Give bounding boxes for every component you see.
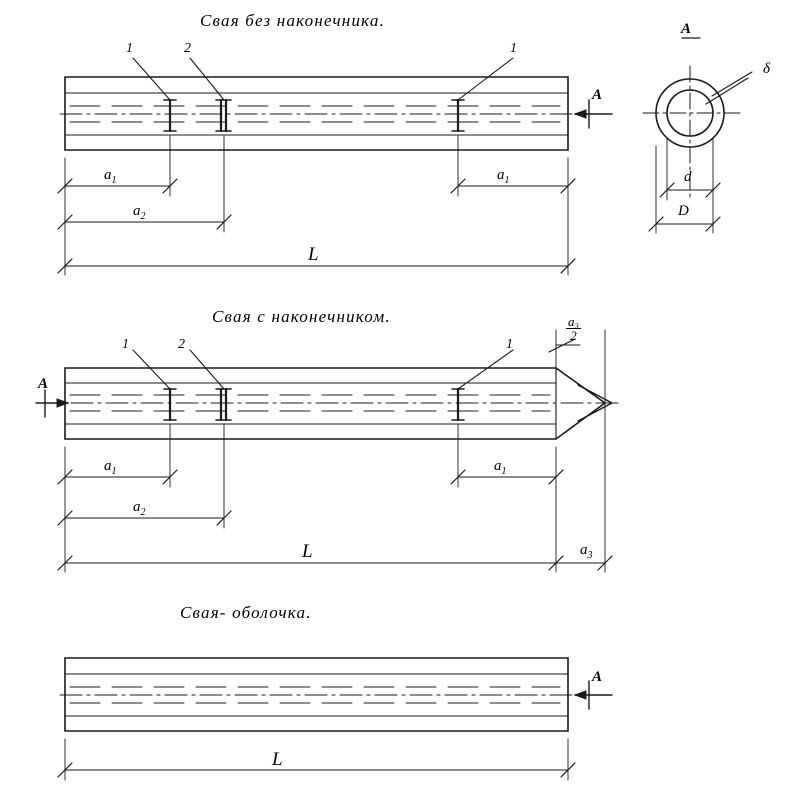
cross-section-title: А <box>681 21 692 37</box>
dim-a1-right-d1-base: a <box>497 167 505 183</box>
pos-label-2a: 2 <box>184 41 191 56</box>
dim-a2-d2-sub: 2 <box>140 507 146 518</box>
dim-a1-left-d2 <box>104 459 117 477</box>
section-mark-a-bottom: А <box>592 669 603 685</box>
dim-a1-left-d2-base: a <box>104 458 112 474</box>
pos-label-2b: 2 <box>178 337 185 352</box>
dim-a2-d2 <box>133 500 146 518</box>
dim-a1-right-d2-sub: 1 <box>501 466 507 477</box>
pos-label-1c: 1 <box>122 337 129 352</box>
section-mark-a-top: А <box>592 87 603 103</box>
dim-a2-d2-base: a <box>133 499 141 515</box>
pos-label-1a: 1 <box>126 41 133 56</box>
inner-diameter-label: d <box>684 169 692 185</box>
title-pile-shell: Свая- оболочка. <box>180 603 312 622</box>
title-pile-with-tip: Свая с наконечником. <box>212 307 391 326</box>
outer-diameter-label: D <box>678 203 689 219</box>
dim-a1-left-d1 <box>104 168 117 186</box>
dim-a1-left-d2-sub: 1 <box>111 466 117 477</box>
dim-a1-left-d1-sub: 1 <box>111 175 117 186</box>
title-pile-no-tip: Свая без наконечника. <box>200 11 386 30</box>
wall-thickness-label: δ <box>763 61 770 77</box>
dim-length-d1: L <box>308 244 319 265</box>
dim-length-d3: L <box>272 749 283 770</box>
dim-a3-d2 <box>580 543 593 561</box>
dim-a3-d2-sub: 3 <box>587 550 593 561</box>
dim-a3-half-denominator: 2 <box>570 328 577 343</box>
dim-a2-d1 <box>133 204 146 222</box>
dim-a2-d1-sub: 2 <box>140 211 146 222</box>
dim-a1-left-d1-base: a <box>104 167 112 183</box>
dim-length-d2: L <box>302 541 313 562</box>
dim-a2-d1-base: a <box>133 203 141 219</box>
dim-a3-half <box>566 315 581 342</box>
dim-a1-right-d1 <box>497 168 510 186</box>
dim-a1-right-d2-base: a <box>494 458 502 474</box>
dim-a3-d2-base: a <box>580 542 588 558</box>
section-mark-a-left: А <box>38 376 49 392</box>
dim-a3-half-numerator: a₃ <box>568 314 580 329</box>
dim-a1-right-d2 <box>494 459 507 477</box>
dim-a1-right-d1-sub: 1 <box>504 175 510 186</box>
pos-label-1b: 1 <box>510 41 517 56</box>
pos-label-1d: 1 <box>506 337 513 352</box>
